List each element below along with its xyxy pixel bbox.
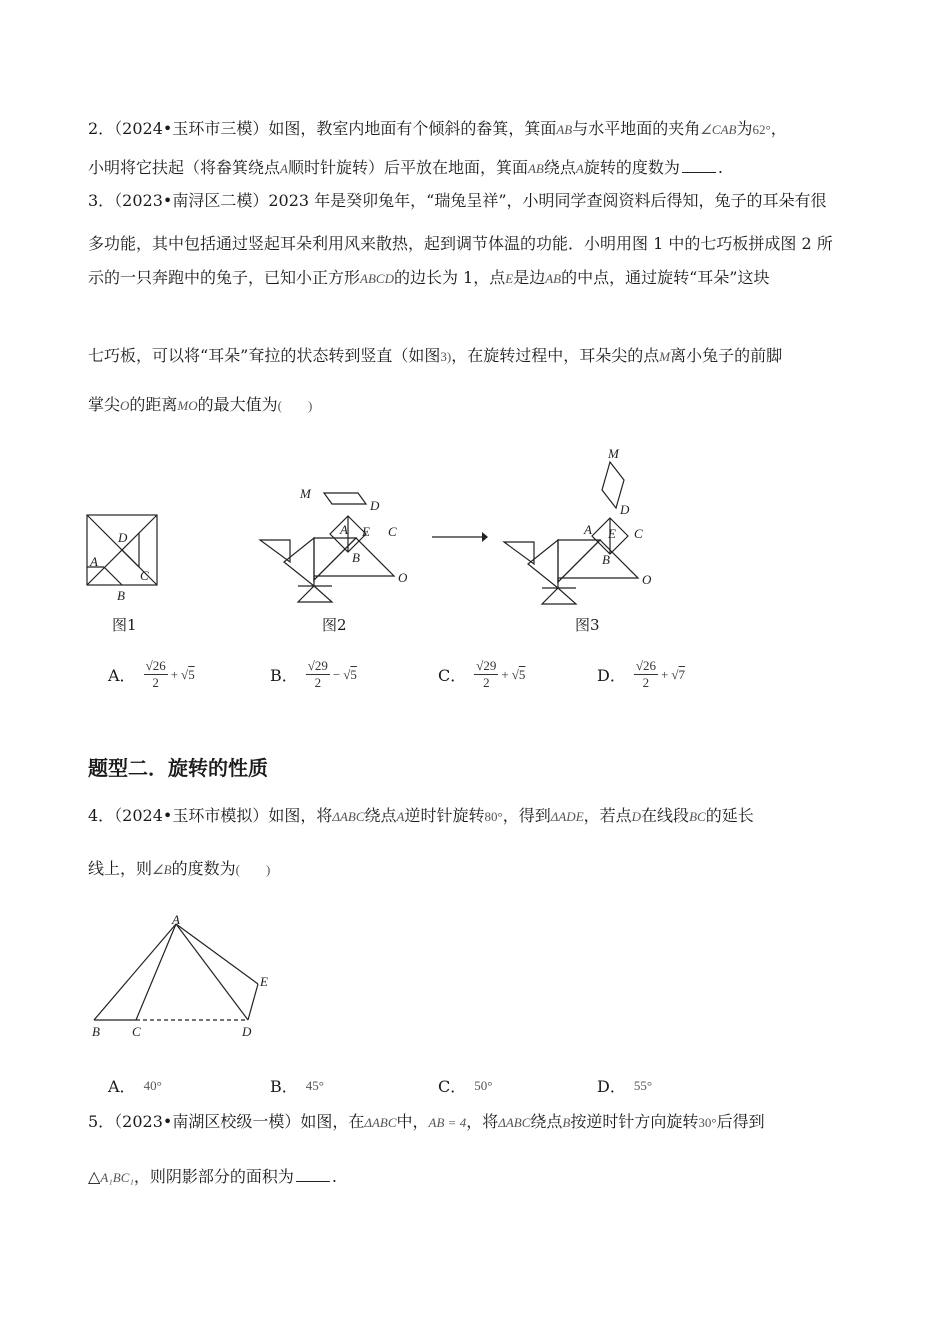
fig3-label-c: C: [634, 526, 643, 541]
figure-3-rabbit: [498, 442, 668, 608]
q4-option-d[interactable]: D． 55°: [597, 1077, 653, 1096]
q4-label-d: D: [242, 1024, 252, 1039]
fig2-label-d: D: [370, 498, 380, 513]
fig2-label-a: A: [340, 522, 348, 537]
q3-line1: 3．（2023•南浔区二模）2023 年是癸卯兔年，“瑞兔呈祥”，小明同学查阅资料后得知，兔子的耳朵有很: [88, 191, 827, 210]
transform-arrow: [430, 530, 490, 544]
fig3-label-b: B: [602, 552, 610, 567]
q4-option-c[interactable]: C． 50°: [438, 1077, 493, 1096]
q5-line1: 5．（2023•南湖区校级一模）如图，在ΔABC中，AB = 4，将ΔABC绕点B按逆时针方向旋转30°后得到: [88, 1112, 765, 1131]
q4-line1: 4．（2024•玉环市模拟）如图，将ΔABC绕点A逆时针旋转80°，得到ΔADE，若点D在线段BC的延长: [88, 806, 754, 825]
fig3-label-a: A: [584, 522, 592, 537]
fig2-caption: 图2: [322, 616, 347, 634]
figure-q4-triangle: [86, 912, 276, 1042]
q2-line2: 小明将它扶起（将畚箕绕点A顺时针旋转）后平放在地面，箕面AB绕点A旋转的度数为 .: [88, 158, 723, 177]
fig3-label-m: M: [608, 446, 619, 461]
fig2-label-b: B: [352, 550, 360, 565]
q4-option-a[interactable]: A． 40°: [108, 1077, 162, 1096]
answer-blank[interactable]: [682, 158, 716, 173]
fig2-label-e: E: [362, 524, 370, 539]
q4-label-a: A: [172, 912, 180, 927]
fig3-caption: 图3: [575, 616, 600, 634]
figure-2-rabbit: [254, 480, 418, 606]
q3-option-b[interactable]: B． $\frac{√29}{2}$ − √5: [270, 658, 357, 690]
q4-option-b[interactable]: B． 45°: [270, 1077, 324, 1096]
q4-line2: 线上，则∠B的度数为( ): [88, 859, 271, 878]
q3-line5: 掌尖O的距离MO的最大值为( ): [88, 395, 313, 414]
fig1-label-a: A: [90, 554, 98, 569]
q4-label-c: C: [132, 1024, 141, 1039]
answer-blank[interactable]: [296, 1167, 330, 1182]
q4-label-e: E: [260, 974, 268, 989]
q3-option-d[interactable]: D． $\frac{√26}{2}$ + √7: [597, 658, 685, 690]
fig2-label-c: C: [388, 524, 397, 539]
figure-1-tangram: [84, 512, 164, 604]
fig1-label-b: B: [117, 588, 125, 603]
q3-line2: 多功能，其中包括通过竖起耳朵利用风来散热，起到调节体温的功能．小明用图 1 中的七巧板拼成图 2 所: [88, 234, 833, 253]
q3-line3: 示的一只奔跑中的兔子，已知小正方形ABCD的边长为 1，点E是边AB的中点，通过旋转“耳朵”这块: [88, 268, 770, 287]
fig1-label-c: C: [140, 568, 149, 583]
fig2-label-o: O: [398, 570, 408, 585]
q4-label-b: B: [92, 1024, 100, 1039]
fig1-label-d: D: [118, 530, 128, 545]
section-title: 题型二．旋转的性质: [88, 756, 268, 780]
q2-line1: 2．（2024•玉环市三模）如图，教室内地面有个倾斜的畚箕，箕面AB与水平地面的夹角∠CAB为62°，: [88, 119, 787, 138]
q5-line2: △A₁BC₁，则阴影部分的面积为 .: [88, 1167, 338, 1186]
fig3-label-d: D: [620, 502, 630, 517]
q3-option-a[interactable]: A． $\frac{√26}{2}$ + √5: [108, 658, 195, 690]
fig1-caption: 图1: [112, 616, 137, 634]
fig3-label-e: E: [608, 526, 616, 541]
fig3-label-o: O: [642, 572, 652, 587]
fig2-label-m: M: [300, 486, 311, 501]
q3-option-c[interactable]: C． $\frac{√29}{2}$ + √5: [438, 658, 526, 690]
q3-line4: 七巧板，可以将“耳朵”耷拉的状态转到竖直（如图3)，在旋转过程中，耳朵尖的点M离小兔子的前脚: [88, 346, 783, 365]
